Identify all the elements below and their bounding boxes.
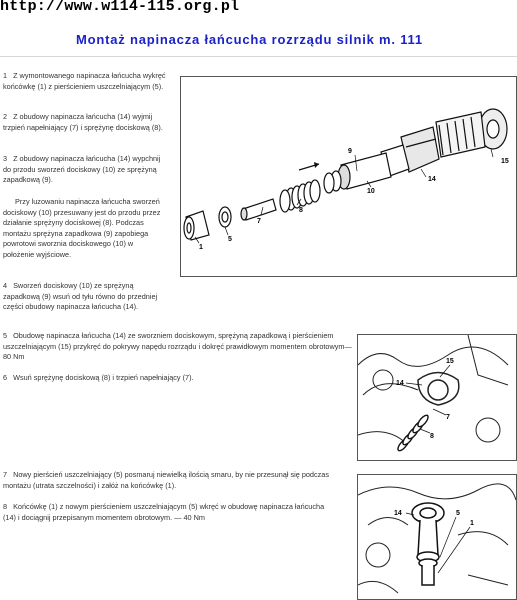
step-text: Z obudowy napinacza łańcucha (14) wypchnij do przodu sworzeń dociskowy (10) ze sprężyną zapadkową (9). [3,154,161,185]
step-text: Końcówkę (1) z nowym pierścieniem uszczelniającym (5) wkręć w obudowę napinacza łańcucha (14) i dociągnij przepisanym momentem obrotowym. — 40 Nm [3,502,325,522]
header-divider [0,56,517,57]
label-8: 8 [430,433,434,440]
step-number: 8 [3,502,8,511]
step-text: Z obudowy napinacza łańcucha (14) wyjmij trzpień napełniający (7) i sprężynę dociskową (8). [3,112,163,132]
step-7 [3,470,348,491]
step-number: 1 [3,71,8,80]
label-8: 8 [299,207,303,214]
label-10: 10 [367,188,375,195]
step-4 [3,281,163,313]
exploded-view-figure [180,76,517,277]
label-7: 7 [446,414,450,421]
step-1 [3,71,168,92]
step-text: Obudowę napinacza łańcucha (14) ze sworzniem dociskowym, sprężyną zapadkową i pierścieniem uszczelniającym (15) przykręć do pokrywy napędu rozrządu i dokręć prawidłowym momentem obrotowym— 80 Nm [3,331,352,362]
label-5: 5 [228,236,232,243]
page-title: Montaż napinacza łańcucha rozrządu silnik m. 111 [76,32,423,47]
label-7: 7 [257,218,261,225]
step-3 [3,154,163,186]
step-number: 7 [3,470,8,479]
label-15: 15 [446,358,454,365]
label-5: 5 [456,510,460,517]
step-2 [3,112,163,133]
label-14: 14 [396,380,404,387]
step-5 [3,331,353,363]
step-number: 4 [3,281,8,290]
label-14: 14 [428,176,436,183]
label-1: 1 [199,244,203,251]
label-9: 9 [348,148,352,155]
installation-photo-1 [357,334,517,461]
step-note [3,197,163,261]
step-number: 3 [3,154,8,163]
step-8 [3,502,333,523]
label-15: 15 [501,158,509,165]
step-number: 6 [3,373,8,382]
step-number: 5 [3,331,8,340]
site-url: http://www.w114-115.org.pl [0,0,240,15]
step-number: 2 [3,112,8,121]
step-text: Sworzeń dociskowy (10) ze sprężyną zapadkową (9) wsuń od tyłu równo do przedniej części obudowy napinacza łańcucha (14). [3,281,158,312]
label-14: 14 [394,510,402,517]
step-6 [3,373,333,384]
step-text: Wsuń sprężynę dociskową (8) i trzpień napełniający (7). [13,373,194,382]
label-1: 1 [470,520,474,527]
step-text: Przy luzowaniu napinacza łańcucha sworzeń dociskowy (10) przesuwany jest do przodu przez działanie sprężyny dociskowej (8). Podczas montażu sprężyna zapadkowa (9) zapobiega powrotowi sworznia dociskowego (10) w położenie wyjściowe. [3,197,161,259]
step-text: Z wymontowanego napinacza łańcucha wykręć końcówkę (1) z pierścieniem uszczelniającym (5). [3,71,166,91]
installation-photo-2 [357,474,517,600]
step-text: Nowy pierścień uszczelniający (5) posmaruj niewielką ilością smaru, by nie przesunął się podczas montażu (utrata szczelności) i załóż na końcówkę (1). [3,470,329,490]
